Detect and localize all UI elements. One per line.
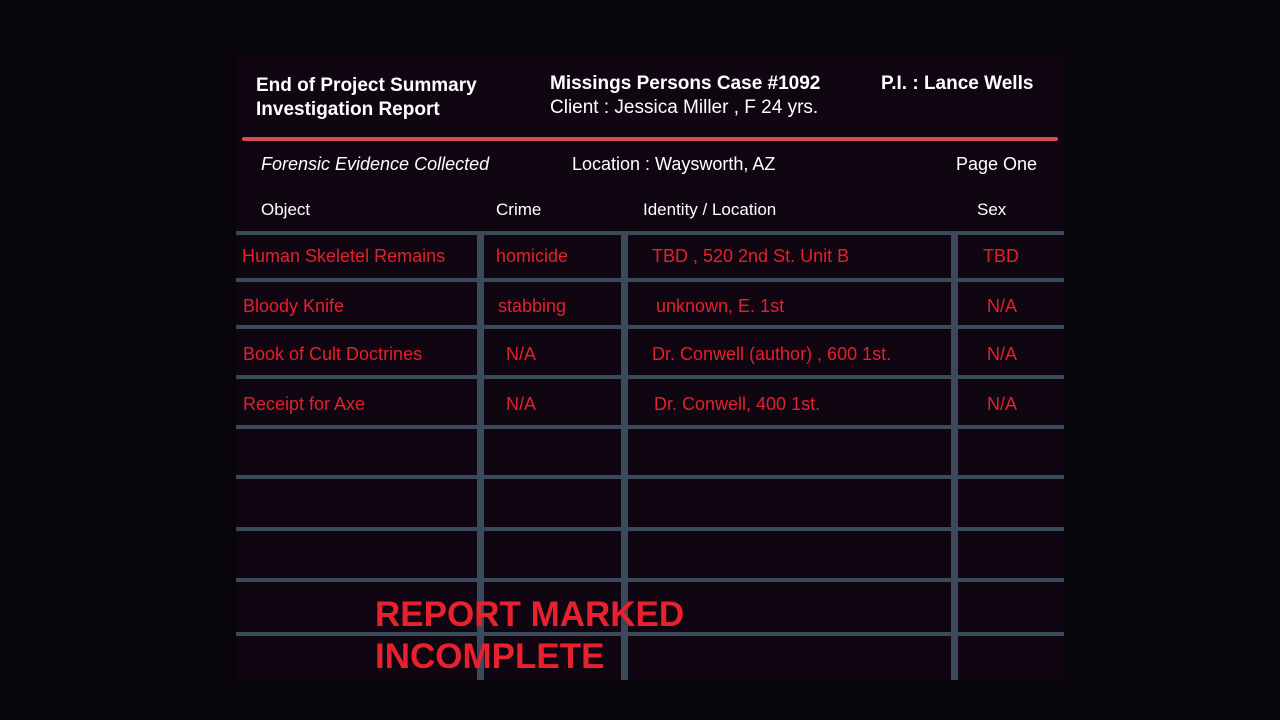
table-rule xyxy=(236,231,1064,235)
stamp-line2: INCOMPLETE xyxy=(375,637,605,676)
table-cell: Bloody Knife xyxy=(243,296,345,316)
table-cell: Dr. Conwell (author) , 600 1st. xyxy=(652,344,892,364)
table-rule xyxy=(236,325,1064,329)
table-rule xyxy=(236,475,1064,479)
table-cell: TBD , 520 2nd St. Unit B xyxy=(652,246,850,266)
report-title xyxy=(256,74,477,122)
table-cell: N/A xyxy=(506,344,537,364)
client-info: Client : Jessica Miller , F 24 yrs. xyxy=(550,97,819,118)
column-header-crime: Crime xyxy=(496,200,542,219)
report-title-line2: Investigation Report xyxy=(256,99,440,120)
incomplete-stamp xyxy=(375,594,684,678)
table-cell: N/A xyxy=(987,296,1018,316)
section-title: Forensic Evidence Collected xyxy=(261,154,490,174)
column-header-sex: Sex xyxy=(977,200,1007,219)
report-title-line1: End of Project Summary xyxy=(256,75,477,96)
column-header-object: Object xyxy=(261,200,311,219)
table-cell: Book of Cult Doctrines xyxy=(243,344,423,364)
table-rule xyxy=(236,375,1064,379)
table-cell: Dr. Conwell, 400 1st. xyxy=(654,394,821,414)
column-header-identity-location: Identity / Location xyxy=(643,200,777,219)
location-label: Location : Waysworth, AZ xyxy=(572,154,776,174)
header-divider xyxy=(242,137,1058,141)
table-cell: stabbing xyxy=(498,296,567,316)
table-column-rule xyxy=(951,231,958,680)
case-info xyxy=(550,72,820,120)
table-cell: Receipt for Axe xyxy=(243,394,366,414)
table-cell: Human Skeletel Remains xyxy=(242,246,446,266)
page-label: Page One xyxy=(956,154,1038,174)
investigator-name: P.I. : Lance Wells xyxy=(881,73,1034,94)
table-rule xyxy=(236,425,1064,429)
table-rule xyxy=(236,578,1064,582)
table-cell: N/A xyxy=(506,394,537,414)
table-cell: homicide xyxy=(496,246,569,266)
table-cell: N/A xyxy=(987,394,1018,414)
table-rule xyxy=(236,278,1064,282)
table-cell: unknown, E. 1st xyxy=(656,296,785,316)
report-panel xyxy=(236,56,1064,680)
table-rule xyxy=(236,527,1064,531)
case-title: Missings Persons Case #1092 xyxy=(550,73,821,94)
table-cell: N/A xyxy=(987,344,1018,364)
stamp-line1: REPORT MARKED xyxy=(375,595,685,634)
table-cell: TBD xyxy=(983,246,1019,266)
